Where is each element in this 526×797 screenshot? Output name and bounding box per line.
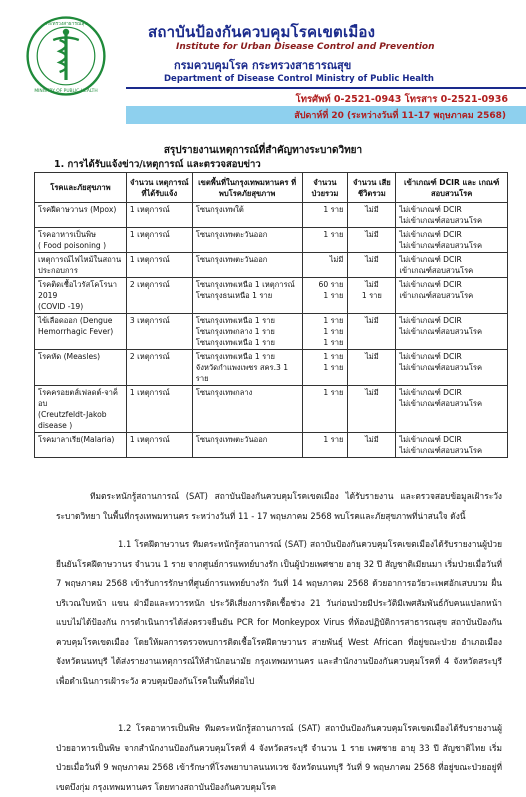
cell-dcir: ไม่เข้าเกณฑ์ DCIR เข้าเกณฑ์สอบสวนโรค [396,278,508,314]
intro-paragraph: ทีมตระหนักรู้สถานการณ์ (SAT) สถาบันป้องกันควบคุมโรคเขตเมือง ได้รับรายงาน และตรวจสอบข้อมูลเฝ้าระวังระบาดวิทยา ในพื้นที่กรุงเทพมหานคร ระหว่างวันที่ 11 - 17 พฤษภาคม 2568 พบโรคและภัยสุขภาพที่น่าสนใจ ดังนี้ [56,491,502,521]
cell-cases: ไม่มี [302,253,348,278]
cell-events: 1 เหตุการณ์ [126,228,192,253]
cell-dcir: ไม่เข้าเกณฑ์ DCIR ไม่เข้าเกณฑ์สอบสวนโรค [396,228,508,253]
paragraph-food-poisoning: 1.2 โรคอาหารเป็นพิษ ทีมตระหนักรู้สถานการณ์ (SAT) สถาบันป้องกันควบคุมโรคเขตเมืองได้รับรายงานผู้ป่วยอาหารเป็นพิษ จากสำนักงานป้องกันควบคุมโรคที่ 4 จังหวัดสระบุรี จำนวน 1 ราย เพศชาย อายุ 33 ปี สัญชาติไทย เริ่มป่วยเมื่อวันที่ 9 พฤษภาคม 2568 เข้ารักษาที่โรงพยาบาลนนทเวช จังหวัดนนทบุรี วันที่ 9 พฤษภาคม 2568 ที่อยู่ขณะป่วยอยู่ที่เขตบึงกุ่ม กรุงเทพมหานคร โดยทางสถาบันป้องกันควบคุมโรค [56,723,502,792]
cell-cases: 1 ราย [302,386,348,433]
week-band [126,106,526,124]
cell-area: โซนกรุงเทพใต้ [192,203,302,228]
cell-deaths: ไม่มี [348,433,396,458]
table-row [35,253,508,278]
table-row [35,350,508,386]
col-header-dcir: เข้าเกณฑ์ DCIR และ เกณฑ์สอบสวนโรค [396,173,508,203]
cell-events: 1 เหตุการณ์ [126,203,192,228]
col-header-area: เขตพื้นที่ในกรุงเทพมหานคร ที่พบโรคภัยสุขภาพ [192,173,302,203]
cell-events: 2 เหตุการณ์ [126,278,192,314]
cell-deaths: ไม่มี [348,228,396,253]
cell-cases: 60 ราย 1 ราย [302,278,348,314]
table-row [35,386,508,433]
cell-cases: 1 ราย 1 ราย 1 ราย [302,314,348,350]
cell-area: โซนกรุงเทพตะวันออก [192,253,302,278]
cell-dcir: ไม่เข้าเกณฑ์ DCIR ไม่เข้าเกณฑ์สอบสวนโรค [396,433,508,458]
contact-numbers: โทรศัพท์ 0-2521-0943 โทรสาร 0-2521-0936 [295,94,508,105]
cell-disease: โรคติดเชื้อไวรัสโคโรนา 2019 (COVID -19) [35,278,127,314]
week-label: สัปดาห์ที่ 20 (ระหว่างวันที่ 11-17 พฤษภาคม 2568) [294,111,506,121]
cell-disease: โรคครอยตส์เฟลดต์-จาค็อบ (Creutzfeldt-Jakob disease ) [35,386,127,433]
header-rule [126,87,526,89]
table-row [35,278,508,314]
letterhead [0,0,526,121]
cell-area: โซนกรุงเทพเหนือ 1 ราย จังหวัดกำแพงเพชร สคร.3 1 ราย [192,350,302,386]
events-table-body [35,203,508,458]
cell-cases: 1 ราย [302,203,348,228]
table-header-row [35,173,508,203]
org-name-en: Institute for Urban Disease Control and Prevention [176,42,435,52]
cell-dcir: ไม่เข้าเกณฑ์ DCIR ไม่เข้าเกณฑ์สอบสวนโรค [396,203,508,228]
cell-cases: 1 ราย [302,433,348,458]
cell-dcir: ไม่เข้าเกณฑ์ DCIR ไม่เข้าเกณฑ์สอบสวนโรค [396,350,508,386]
cell-events: 3 เหตุการณ์ [126,314,192,350]
cell-deaths: ไม่มี [348,203,396,228]
cell-disease: โรคอาหารเป็นพิษ ( Food poisoning ) [35,228,127,253]
cell-dcir: ไม่เข้าเกณฑ์ DCIR ไม่เข้าเกณฑ์สอบสวนโรค [396,314,508,350]
cell-area: โซนกรุงเทพเหนือ 1 ราย โซนกรุงเทพกลาง 1 ราย โซนกรุงเทพเหนือ 1 ราย [192,314,302,350]
cell-cases: 1 ราย [302,228,348,253]
ministry-of-public-health-logo [26,16,106,96]
cell-deaths: ไม่มี [348,350,396,386]
report-title: สรุปรายงานเหตุการณ์ที่สำคัญทางระบาดวิทยา [163,145,363,156]
cell-deaths: ไม่มี [348,253,396,278]
col-header-deaths: จำนวน เสียชีวิตรวม [348,173,396,203]
svg-text:MINISTRY OF PUBLIC HEALTH: MINISTRY OF PUBLIC HEALTH [34,89,98,94]
cell-dcir: ไม่เข้าเกณฑ์ DCIR ไม่เข้าเกณฑ์สอบสวนโรค [396,386,508,433]
cell-deaths: ไม่มี [348,386,396,433]
cell-deaths: ไม่มี 1 ราย [348,278,396,314]
col-header-cases: จำนวน ป่วยรวม [302,173,348,203]
cell-events: 1 เหตุการณ์ [126,386,192,433]
cell-disease: โรคมาลาเรีย(Malaria) [35,433,127,458]
cell-disease: โรคฝีดาษวานร (Mpox) [35,203,127,228]
org-name-th: สถาบันป้องกันควบคุมโรคเขตเมือง [148,23,376,41]
cell-cases: 1 ราย 1 ราย [302,350,348,386]
col-header-events: จำนวน เหตุการณ์ที่ได้รับแจ้ง [126,173,192,203]
dept-name-en: Department of Disease Control Ministry of Public Health [164,74,434,84]
dept-name-th: กรมควบคุมโรค กระทรวงสาธารณสุข [174,59,352,72]
cell-area: โซนกรุงเทพเหนือ 1 เหตุการณ์ โซนกรุงธนเหนือ 1 ราย [192,278,302,314]
cell-area: โซนกรุงเทพตะวันออก [192,433,302,458]
cell-disease: ไข้เลือดออก (Dengue Hemorrhagic Fever) [35,314,127,350]
cell-dcir: ไม่เข้าเกณฑ์ DCIR เข้าเกณฑ์สอบสวนโรค [396,253,508,278]
cell-area: โซนกรุงเทพกลาง [192,386,302,433]
paragraph-mpox: 1.1 โรคฝีดาษวานร ทีมตระหนักรู้สถานการณ์ (SAT) สถาบันป้องกันควบคุมโรคเขตเมืองได้รับรายงานผู้ป่วยยืนยันโรคฝีดาษวานร จำนวน 1 ราย จากศูนย์การแพทย์บางรัก เป็นผู้ป่วยเพศชาย อายุ 32 ปี สัญชาติเมียนมา เริ่มป่วยเมื่อวันที่ 7 พฤษภาคม 2568 เข้ารับการรักษาที่ศูนย์การแพทย์บางรัก วันที่ 14 พฤษภาคม 2568 ด้วยอาการอวัยวะเพศอักเสบบวม ผื่นบริเวณใบหน้า แขน ฝ่ามือและทวารหนัก ประวัติเสี่ยงการติดเชื้อช่วง 21 วันก่อนป่วยมีประวัติมีเพศสัมพันธ์กับคนแปลกหน้าแบบไม่ได้ป้องกัน การดำเนินการได้ส่งตรวจยืนยัน PCR for Monkeypox Virus ที่ห้องปฏิบัติการสาธารณสุข สถาบันป้องกันควบคุมโรคเขตเมือง โดยให้ผลการตรวจพบการติดเชื้อโรคฝีดาษวานร สายพันธุ์ West African ที่อยู่ขณะป่วย อำเภอเมือง จังหวัดนนทบุรี ได้ส่งรายงานเหตุการณ์ให้สำนักอนามัย กรุงเทพมหานคร และสำนักงานป้องกันควบคุมโรคที่ 4 จังหวัดสระบุรี เพื่อดำเนินการเฝ้าระวัง ควบคุมป้องกันโรคในพื้นที่ต่อไป [56,539,502,686]
table-row [35,314,508,350]
cell-events: 2 เหตุการณ์ [126,350,192,386]
table-row [35,433,508,458]
section-heading: 1. การได้รับแจ้งข่าว/เหตุการณ์ และตรวจสอบข่าว [54,159,261,170]
cell-disease: เหตุการณ์ไฟไหม้ในสถาน ประกอบการ [35,253,127,278]
cell-events: 1 เหตุการณ์ [126,433,192,458]
svg-text:กระทรวงสาธารณสุข: กระทรวงสาธารณสุข [44,21,88,27]
cell-deaths: ไม่มี [348,314,396,350]
events-table [34,172,508,458]
cell-area: โซนกรุงเทพตะวันออก [192,228,302,253]
cell-disease: โรคหัด (Measles) [35,350,127,386]
col-header-disease: โรคและภัยสุขภาพ [35,173,127,203]
table-row [35,203,508,228]
cell-events: 1 เหตุการณ์ [126,253,192,278]
table-row [35,228,508,253]
